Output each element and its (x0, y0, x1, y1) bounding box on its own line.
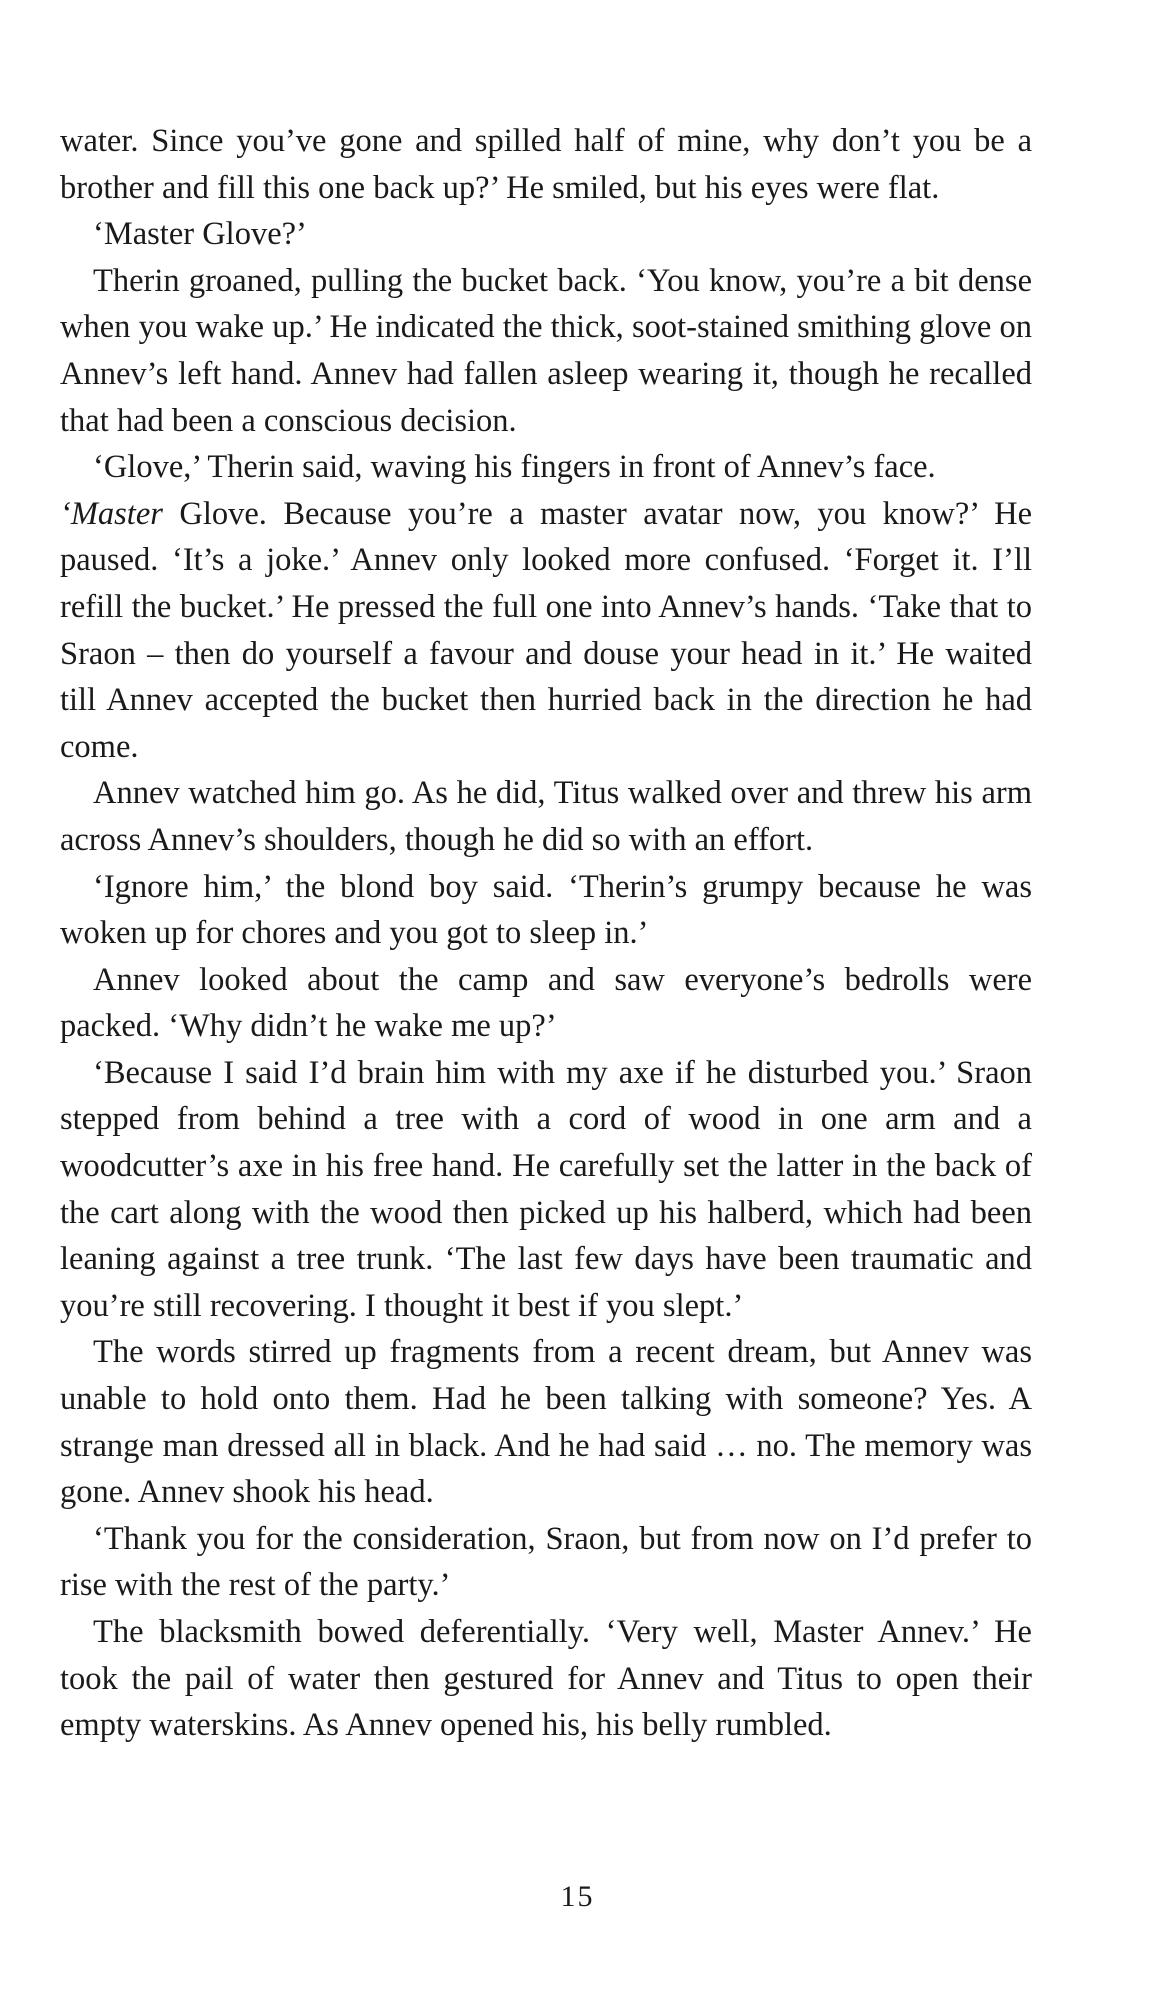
paragraph-1: water. Since you’ve gone and spilled half of mine, why don’t you be a brother and fill this one back up?’ He smiled, but his eyes were flat. (60, 123, 1032, 206)
page-number: 15 (560, 1880, 595, 1913)
paragraph-5-text: Glove. Because you’re a master avatar now, you know?’ He paused. ‘It’s a joke.’ Annev only looked more confused. ‘Forget it. I’ll refill the bucket.’ He pressed the full one into Annev’s hands. ‘Take that to Sraon – then do yourself a favour and douse your head in it.’ He waited till Annev accepted the bucket then hurried back in the direction he had come. (60, 495, 1033, 765)
paragraph-4: ‘Glove,’ Therin said, waving his fingers in front of Annev’s face. (93, 449, 936, 486)
book-page-text (60, 118, 1032, 1749)
paragraph-9: ‘Because I said I’d brain him with my axe if he disturbed you.’ Sraon stepped from behind a tree with a cord of wood in one arm and a woodcutter’s axe in his free hand. He carefully set the latter in the back of the cart along with the wood then picked up his halberd, which had been leaning against a tree trunk. ‘The last few days have been traumatic and you’re still recovering. I thought it best if you slept.’ (60, 1054, 1032, 1324)
paragraph-10: The words stirred up fragments from a recent dream, but Annev was unable to hold onto them. Had he been talking with someone? Yes. A strange man dressed all in black. And he had said … no. The memory was gone. Annev shook his head. (60, 1334, 1032, 1511)
paragraph-2: ‘Master Glove?’ (93, 216, 307, 253)
paragraph-8: Annev looked about the camp and saw everyone’s bedrolls were packed. ‘Why didn’t he wake me up?’ (60, 961, 1032, 1045)
paragraph-12: The blacksmith bowed deferentially. ‘Very well, Master Annev.’ He took the pail of water then gestured for Annev and Titus to open their empty waterskins. As Annev opened his, his belly rumbled. (60, 1614, 1032, 1744)
paragraph-11: ‘Thank you for the consideration, Sraon, but from now on I’d prefer to rise with the rest of the party.’ (60, 1520, 1032, 1604)
paragraph-6: Annev watched him go. As he did, Titus walked over and threw his arm across Annev’s shoulders, though he did so with an effort. (60, 775, 1032, 858)
italic-master-word: ‘Master (60, 495, 163, 532)
paragraph-7: ‘Ignore him,’ the blond boy said. ‘Therin’s grumpy because he was woken up for chores and you got to sleep in.’ (60, 868, 1032, 952)
paragraph-5 (60, 491, 1032, 771)
paragraph-3: Therin groaned, pulling the bucket back. ‘You know, you’re a bit dense when you wake up.’ He indicated the thick, soot-stained smithing glove on Annev’s left hand. Annev had fallen asleep wearing it, though he recalled that had been a conscious decision. (60, 262, 1032, 439)
